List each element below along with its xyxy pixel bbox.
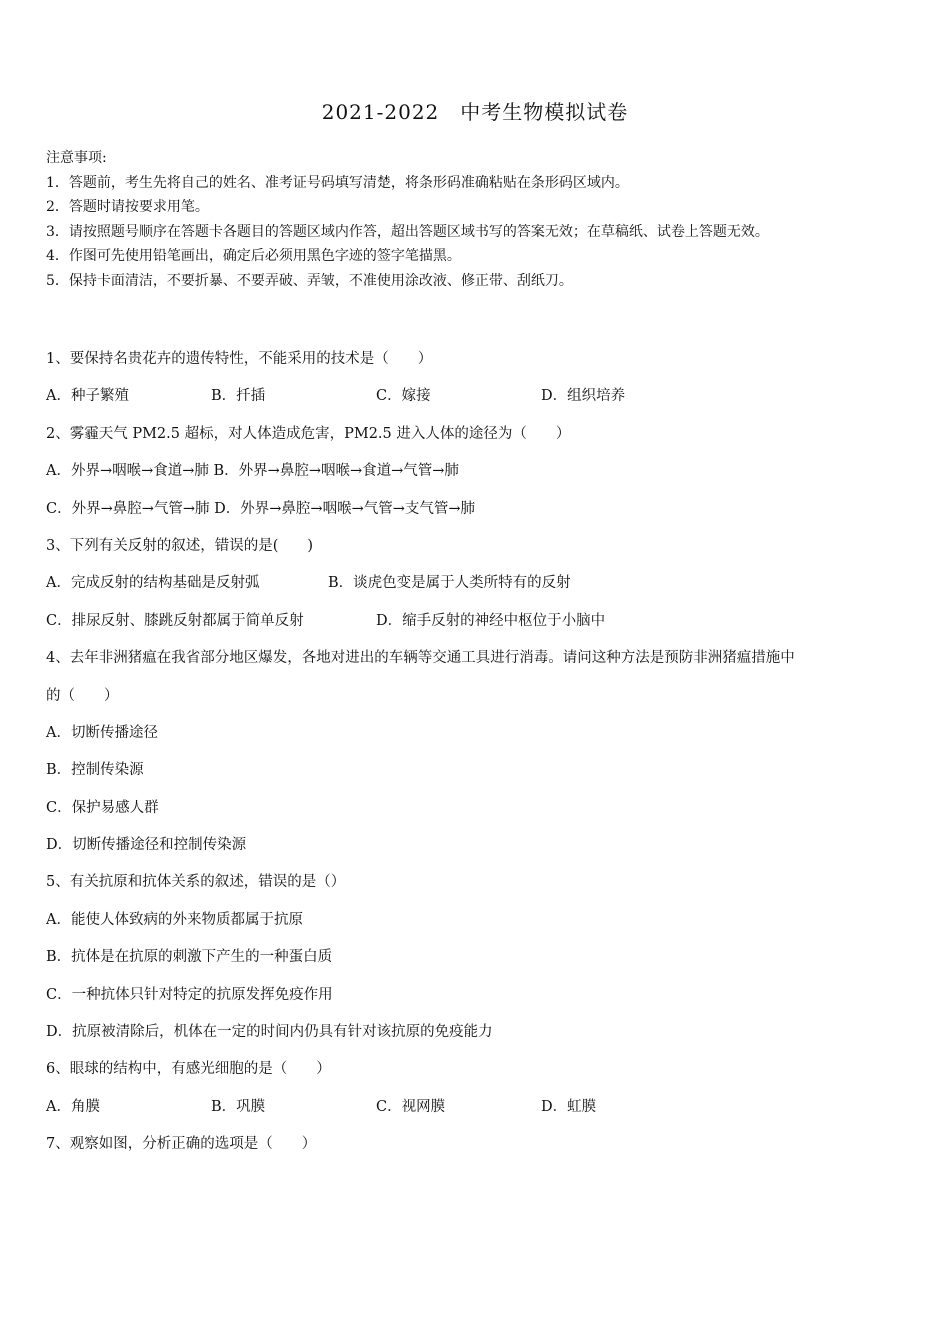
option: D．抗原被清除后，机体在一定的时间内仍具有针对该抗原的免疫能力	[46, 1024, 493, 1041]
notes-heading: 注意事项:	[46, 150, 107, 166]
question-stem: 1、要保持名贵花卉的遗传特性，不能采用的技术是（ ）	[46, 351, 433, 367]
option: C．视网膜	[376, 1098, 446, 1115]
option: B．扦插	[211, 388, 266, 405]
option: D．缩手反射的神经中枢位于小脑中	[376, 612, 606, 629]
note-item: 4．作图可先使用铅笔画出，确定后必须用黑色字迹的签字笔描黑。	[46, 248, 461, 264]
option-row	[46, 383, 926, 420]
option: B．抗体是在抗原的刺激下产生的一种蛋白质	[46, 949, 333, 966]
questions-section	[46, 346, 926, 1169]
option: A．切断传播途径	[46, 724, 158, 741]
note-item: 3．请按照题号顺序在答题卡各题目的答题区域内作答，超出答题区域书写的答案无效；在草稿纸、试卷上答题无效。	[46, 223, 769, 240]
option-row	[46, 570, 926, 607]
question-stem: 5、有关抗原和抗体关系的叙述，错误的是（）	[46, 874, 346, 891]
option-row	[46, 608, 926, 645]
notes-section	[46, 146, 769, 293]
note-item: 5．保持卡面清洁，不要折暴、不要弄破、弄皱，不准使用涂改液、修正带、刮纸刀。	[46, 272, 573, 289]
option: C．一种抗体只针对特定的抗原发挥免疫作用	[46, 986, 333, 1003]
question-stem-cont: 的（ ）	[46, 687, 119, 704]
question-stem: 7、观察如图，分析正确的选项是（ ）	[46, 1136, 317, 1153]
question-stem: 2、雾霾天气 PM2.5 超标，对人体造成危害，PM2.5 进入人体的途径为（ ）	[46, 425, 571, 442]
option: C．保护易感人群	[46, 799, 159, 816]
note-item: 1．答题前，考生先将自己的姓名、准考证号码填写清楚，将条形码准确粘贴在条形码区域内。	[46, 174, 629, 191]
option: A．完成反射的结构基础是反射弧	[46, 575, 260, 592]
option-line: C．外界→鼻腔→气管→肺 D．外界→鼻腔→咽喉→气管→支气管→肺	[46, 500, 476, 517]
option: B．控制传染源	[46, 762, 144, 779]
option: D．组织培养	[541, 388, 626, 405]
option: D．虹膜	[541, 1098, 597, 1115]
question-stem: 6、眼球的结构中，有感光细胞的是（ ）	[46, 1061, 331, 1078]
option: C．嫁接	[376, 388, 431, 405]
option-line: A．外界→咽喉→食道→肺 B．外界→鼻腔→咽喉→食道→气管→肺	[46, 463, 459, 480]
option: D．切断传播途径和控制传染源	[46, 837, 247, 854]
note-item: 2．答题时请按要求用笔。	[46, 199, 209, 215]
option: A．角膜	[46, 1098, 100, 1115]
page-title: 2021-2022 中考生物模拟试卷	[321, 100, 629, 124]
option: B．谈虎色变是属于人类所特有的反射	[328, 575, 571, 592]
question-stem: 3、下列有关反射的叙述，错误的是( )	[46, 537, 314, 554]
option: B．巩膜	[211, 1098, 266, 1115]
question-stem: 4、去年非洲猪瘟在我省部分地区爆发，各地对进出的车辆等交通工具进行消毒。请问这种方法是预防非洲猪瘟措施中	[46, 650, 795, 667]
option: A．种子繁殖	[46, 388, 129, 405]
option-row	[46, 1094, 926, 1131]
option: A．能使人体致病的外来物质都属于抗原	[46, 911, 303, 928]
option: C．排尿反射、膝跳反射都属于简单反射	[46, 612, 304, 629]
